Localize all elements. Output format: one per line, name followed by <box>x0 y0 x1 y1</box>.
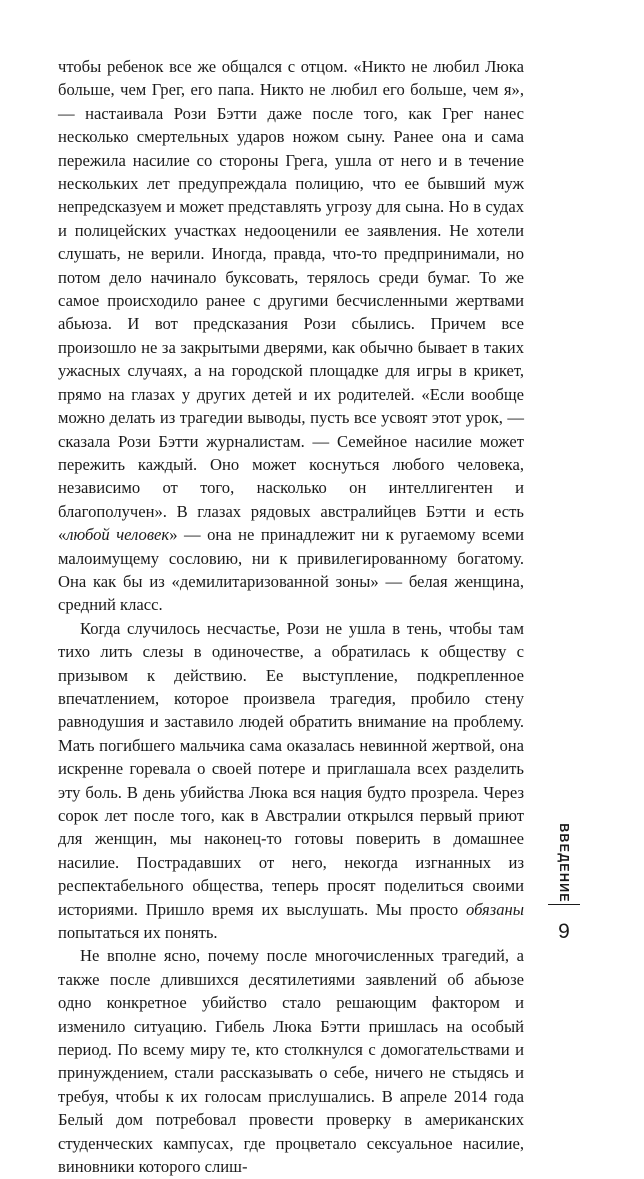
paragraph: Не вполне ясно, почему после многочисленных трагедий, а также после длившихся десятилетиями заявлений об абьюзе одно конкретное убийство стало решающим фактором и изменило ситуацию. Гибель Люка Бэтти пришлась на особый период. По всему миру те, кто столкнулся с домогательствами и принуждением, стали рассказывать о себе, ничего не стыдясь и требуя, чтобы к их голосам прислушались. В апреле 2014 года Белый дом потребовал провести проверку в американских студенческих кампусах, где процветало сексуальное насилие, виновники которого слиш- <box>58 946 524 1177</box>
page-number-rule <box>548 904 580 905</box>
body-text <box>58 55 524 1179</box>
running-head <box>556 823 572 903</box>
emphasis: обязаны <box>466 899 524 919</box>
running-head-text: ВВЕДЕНИЕ <box>557 823 571 903</box>
paragraph: чтобы ребенок все же общался с отцом. «Никто не любил Люка больше, чем Грег, его папа. Никто не любил его больше, чем я», — настаивала Рози Бэтти даже после того, как Грег нанес несколько смертельных ударов ножом сыну. Ранее она и сама пережила насилие со стороны Грега, ушла от него и в течение нескольких лет предупреждала полицию, что ее бывший муж непредсказуем и может представлять угрозу для сына. Но в судах и полицейских участках недооценили ее заявления. Не хотели слушать, не верили. Иногда, правда, что-то предпринимали, но потом дело начинало буксовать, терялось среди бумаг. То же самое происходило ранее с другими бесчисленными жертвами абьюза. И вот предсказания Рози сбылись. Причем все произошло не за закрытыми дверями, как обычно бывает в таких ужасных случаях, а на городской площадке для игры в крикет, прямо на глазах у других детей и их родителей. «Если вообще можно делать из трагедии выводы, пусть все усвоят этот урок, — сказала Рози Бэтти журналистам. — Семейное насилие может пережить каждый. Оно может коснуться любого человека, независимо от того, насколько он интеллигентен и благополучен». В глазах рядовых австралийцев Бэтти и есть «любой человек» — она не принадлежит ни к ругаемому всеми малоимущему сословию, ни к привилегированному богатому. Она как бы из «демилитаризованной зоны» — белая женщина, средний класс. <box>58 57 524 615</box>
paragraph: Когда случилось несчастье, Рози не ушла в тень, чтобы там тихо лить слезы в одиночестве, а обратилась к обществу с призывом к действию. Ее выступление, подкрепленное впечатлением, которое произвела трагедия, пробило стену равнодушия и заставило людей обратить внимание на проблему. Мать погибшего мальчика сама оказалась невинной жертвой, она искренне горевала о своей потере и приглашала всех разделить эту боль. В день убийства Люка вся нация будто прозрела. Через сорок лет после того, как в Австралии открылся первый приют для женщин, мы наконец-то готовы поверить в домашнее насилие. Пострадавших от него, некогда изгнанных из респектабельного общества, теперь просят поделиться своими историями. Пришло время их выслушать. Мы просто обязаны попытаться их понять. <box>58 618 524 943</box>
page-number: 9 <box>558 920 570 943</box>
emphasis: любой человек <box>66 525 170 545</box>
